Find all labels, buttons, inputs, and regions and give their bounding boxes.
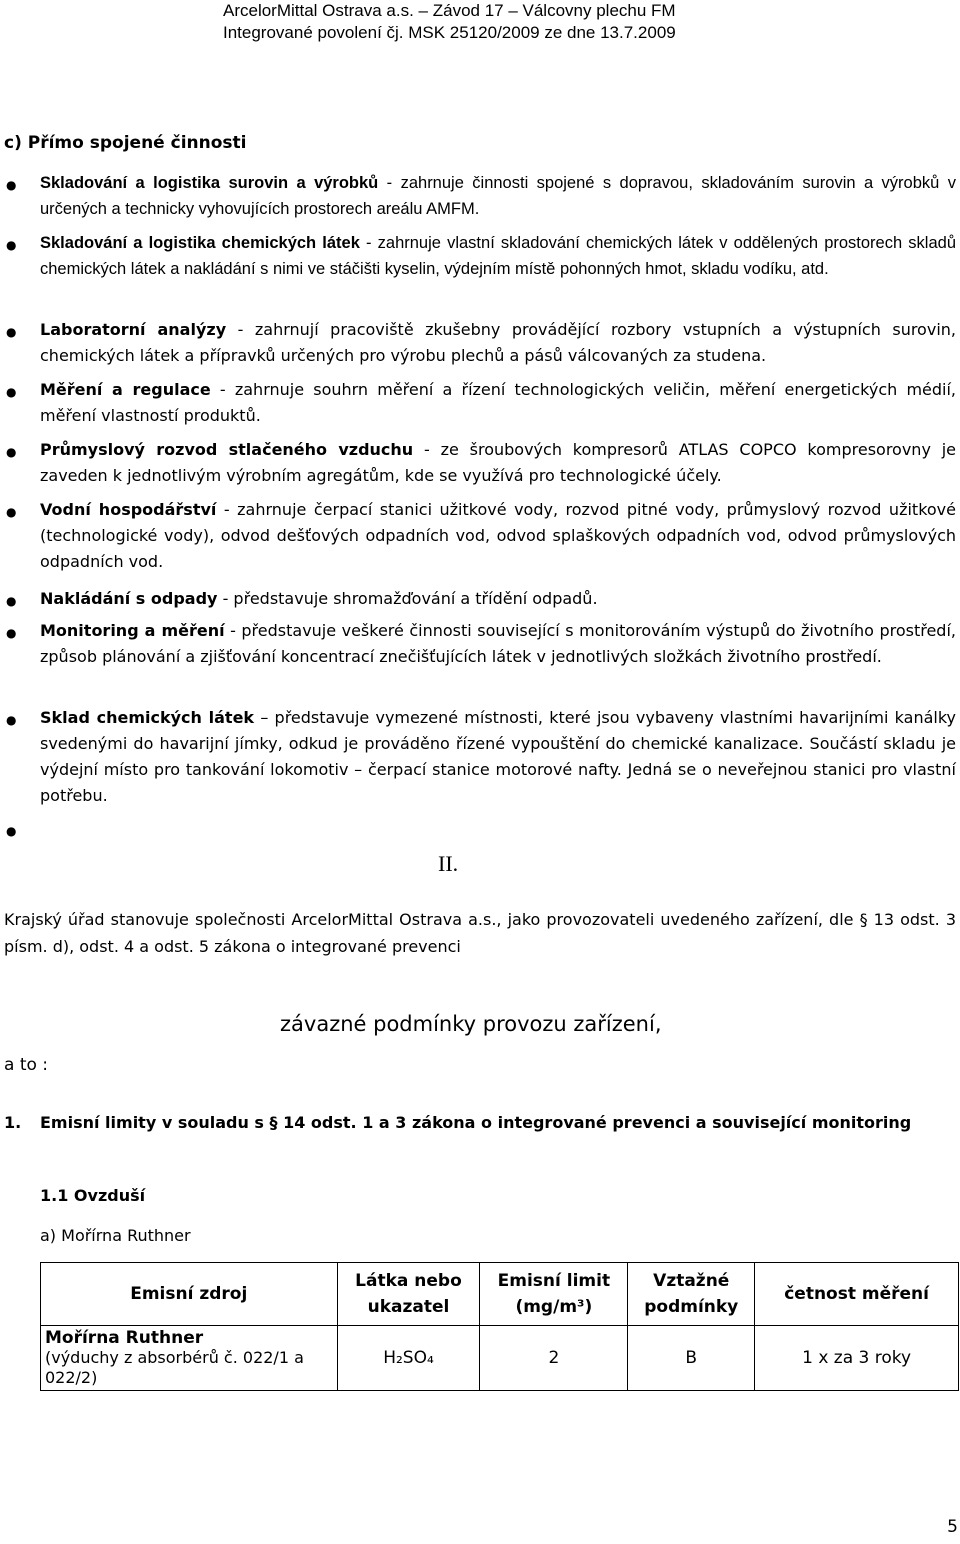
list-item-desc: - zahrnuje vlastní skladování chemických látek v oddělených prostorech skladů chemických látek a nakládání s nimi ve stáčišti kyselin, výdejním místě pohonných hmot, skladu vodíku, atd. — [40, 234, 956, 278]
conditions-title: závazné podmínky provozu zařízení, — [280, 1012, 662, 1036]
a-to-label: a to : — [4, 1055, 49, 1075]
column-header: Vztažné podmínky — [628, 1263, 755, 1326]
list-item-term: Sklad chemických látek — [40, 708, 255, 727]
frequency-cell: 1 x za 3 roky — [755, 1326, 959, 1391]
bullet-icon: ● — [6, 325, 17, 339]
substance-cell: H₂SO₄ — [337, 1326, 480, 1391]
bullet-icon: ● — [6, 713, 17, 727]
table-row — [41, 1326, 959, 1391]
emission-source-cell — [41, 1326, 338, 1391]
bullet-icon: ● — [6, 238, 17, 252]
emission-source-name: Mořírna Ruthner — [45, 1328, 204, 1348]
bullet-icon: ● — [6, 385, 17, 399]
part-number: II. — [438, 851, 459, 876]
limit-cell: 2 — [480, 1326, 628, 1391]
section-c-title: c) Přímo spojené činnosti — [4, 133, 247, 153]
list-item-term: Vodní hospodářství — [40, 500, 217, 519]
bullet-icon: ● — [6, 594, 17, 608]
list-item-term: Měření a regulace — [40, 380, 211, 399]
column-header: Emisní limit (mg/m³) — [480, 1263, 628, 1326]
subsection-1-1-title: 1.1 Ovzduší — [40, 1186, 146, 1205]
bullet-icon: ● — [6, 178, 17, 192]
list-item-desc: - představuje veškeré činnosti související s monitorováním výstupů do životního prostředí, způsob plánování a zjišťování koncentrací znečišťujících látek v jednotlivých složkách životního prostředí. — [40, 621, 956, 666]
list-item-desc: – představuje vymezené místnosti, které jsou vybaveny vlastními havarijními kanálky svedenými do havarijní jímky, odkud je prováděno řízené vypouštění do chemické kanalizace. Součástí skladu je výdejní místo pro tankování lokomotiv – čerpací stanice motorové nafty. Jedná se o neveřejnou stanici pro vlastní potřebu. — [40, 708, 956, 805]
bullet-icon: ● — [6, 505, 17, 519]
table-header-row — [41, 1263, 959, 1326]
list-item-desc: - představuje shromažďování a třídění odpadů. — [217, 589, 598, 608]
decision-paragraph: Krajský úřad stanovuje společnosti ArcelorMittal Ostrava a.s., jako provozovateli uvedeného zařízení, dle § 13 odst. 3 písm. d), odst. 4 a odst. 5 zákona o integrované prevenci — [4, 910, 956, 956]
column-header: četnost měření — [755, 1263, 959, 1326]
list-item-term: Laboratorní analýzy — [40, 320, 227, 339]
conditions-cell: B — [628, 1326, 755, 1391]
bullet-icon: ● — [6, 824, 17, 838]
list-item-term: Skladování a logistika surovin a výrobků — [40, 174, 379, 192]
list-item-text — [40, 618, 956, 670]
list-item-desc: - zahrnuje čerpací stanici užitkové vody, rozvod pitné vody, průmyslový rozvod užitkové (technologické vody), odvod dešťových odpadních vod, odvod splaškových odpadních vod, odvod průmyslových odpadních vod. — [40, 500, 956, 571]
section-1-title: Emisní limity v souladu s § 14 odst. 1 a 3 zákona o integrované prevenci a související monitoring — [40, 1113, 912, 1132]
list-item-text — [40, 586, 956, 612]
list-item-term: Skladování a logistika chemických látek — [40, 234, 360, 252]
column-header: Látka nebo ukazatel — [337, 1263, 480, 1326]
list-item-term: Průmyslový rozvod stlačeného vzduchu — [40, 440, 414, 459]
section-1-number: 1. — [4, 1113, 22, 1132]
column-header: Emisní zdroj — [41, 1263, 338, 1326]
list-item-desc: - zahrnují pracoviště zkušebny provádějící rozbory vstupních a výstupních surovin, chemických látek a přípravků určených pro výrobu plechů a pásů válcovaných za studena. — [40, 320, 956, 365]
header-line-1: ArcelorMittal Ostrava a.s. – Závod 17 – Válcovny plechu FM — [223, 1, 676, 20]
bullet-icon: ● — [6, 445, 17, 459]
emission-source-detail: (výduchy z absorbérů č. 022/1 a 022/2) — [45, 1348, 304, 1387]
emission-limits-table — [40, 1262, 959, 1391]
list-item-text — [40, 437, 956, 489]
list-item-text — [40, 317, 956, 369]
list-item-text — [40, 230, 956, 282]
subsection-a-title: a) Mořírna Ruthner — [40, 1226, 191, 1245]
page-number: 5 — [947, 1517, 958, 1537]
list-item-term: Nakládání s odpady — [40, 589, 218, 608]
list-item-text — [40, 705, 956, 809]
list-item-desc: - zahrnuje souhrn měření a řízení technologických veličin, měření energetických médií, měření vlastností produktů. — [40, 380, 957, 425]
list-item-text — [40, 170, 956, 222]
list-item-text — [40, 377, 956, 429]
list-item-desc: - ze šroubových kompresorů ATLAS COPCO kompresorovny je zaveden k jednotlivým výrobním agregátům, kde se využívá pro technologické účely. — [40, 440, 957, 485]
header-line-2: Integrované povolení čj. MSK 25120/2009 ze dne 13.7.2009 — [223, 23, 676, 42]
bullet-icon: ● — [6, 626, 17, 640]
list-item-text — [40, 497, 956, 575]
list-item-term: Monitoring a měření — [40, 621, 225, 640]
list-item-desc: - zahrnuje činnosti spojené s dopravou, skladováním surovin a výrobků v určených a technicky vyhovujících prostorech areálu AMFM. — [40, 174, 956, 218]
